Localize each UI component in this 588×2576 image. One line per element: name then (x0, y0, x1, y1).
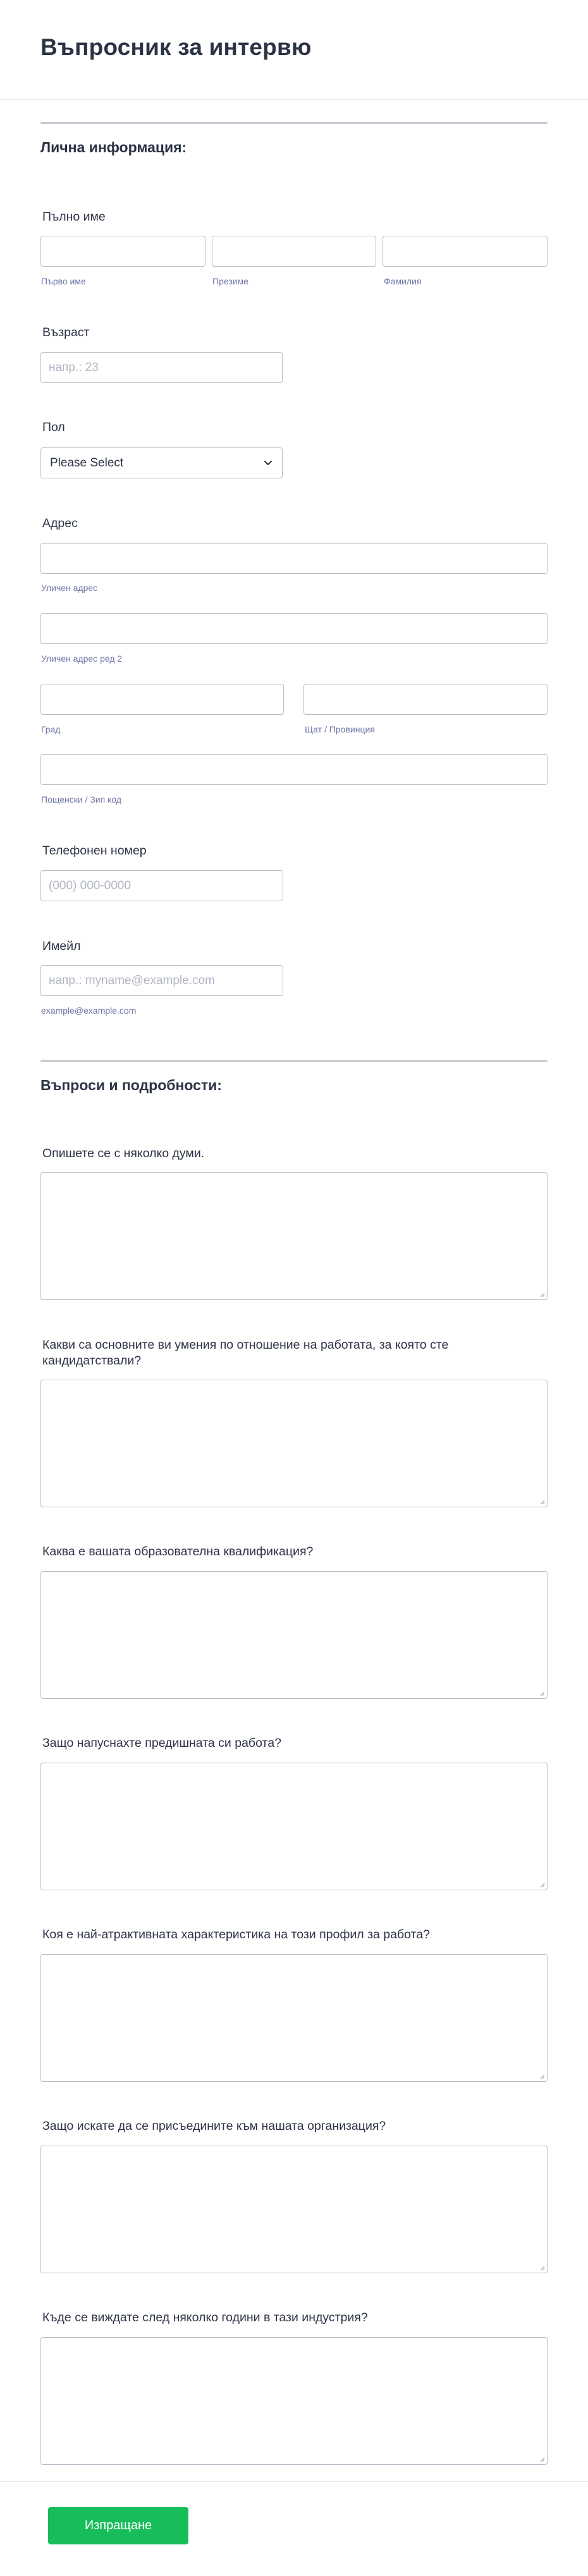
last-name-input[interactable] (383, 236, 548, 267)
zip-code-input[interactable] (40, 754, 548, 785)
middle-name-input[interactable] (212, 236, 376, 267)
form-header (0, 0, 588, 100)
answer-textarea[interactable] (40, 1954, 548, 2082)
resize-grip-icon[interactable] (539, 1690, 545, 1696)
resize-grip-icon[interactable] (539, 1291, 545, 1297)
question-label: Къде се виждате след няколко години в тази индустрия? (42, 2311, 368, 2324)
question-label: Защо напуснахте предишната си работа? (42, 1736, 281, 1750)
question-label: Каква е вашата образователна квалификация? (42, 1545, 314, 1558)
middle-name-sublabel: Презиме (212, 276, 248, 286)
street-address-input[interactable] (40, 543, 548, 574)
age-input[interactable] (40, 352, 283, 383)
age-label: Възраст (42, 325, 90, 339)
answer-textarea[interactable] (40, 1172, 548, 1300)
street-address-line2-sublabel: Уличен адрес ред 2 (41, 653, 123, 664)
address-label: Адрес (42, 516, 78, 530)
form-footer (0, 2481, 588, 2576)
answer-textarea[interactable] (40, 1763, 548, 1890)
state-input[interactable] (303, 684, 548, 715)
first-name-sublabel: Първо име (41, 276, 86, 286)
zip-code-sublabel: Пощенски / Зип код (41, 794, 122, 805)
question-label: Опишете се с няколко думи. (42, 1146, 205, 1160)
street-address-line2-input[interactable] (40, 613, 548, 644)
question-label: Какви са основните ви умения по отношение на работата, за която сте кандидатствали? (42, 1338, 449, 1368)
gender-label: Пол (42, 420, 65, 434)
question-label: Коя е най-атрактивната характеристика на този профил за работа? (42, 1928, 430, 1941)
chevron-down-icon (263, 458, 273, 468)
answer-textarea[interactable] (40, 2146, 548, 2273)
resize-grip-icon[interactable] (539, 1498, 545, 1505)
section-title-personal: Лична информация: (40, 139, 187, 155)
form-title: Въпросник за интервю (40, 34, 312, 60)
resize-grip-icon[interactable] (539, 2264, 545, 2271)
phone-input[interactable] (40, 870, 283, 901)
question-label: Защо искате да се присъедините към нашата организация? (42, 2119, 386, 2133)
city-sublabel: Град (41, 724, 61, 734)
answer-textarea[interactable] (40, 1571, 548, 1699)
resize-grip-icon[interactable] (539, 2073, 545, 2079)
section-divider (40, 1060, 548, 1062)
street-address-sublabel: Уличен адрес (41, 583, 98, 593)
email-input[interactable] (40, 965, 283, 996)
email-label: Имейл (42, 939, 81, 953)
first-name-input[interactable] (40, 236, 205, 267)
gender-select[interactable] (40, 447, 283, 478)
section-divider (40, 122, 548, 124)
resize-grip-icon[interactable] (539, 2456, 545, 2462)
city-input[interactable] (40, 684, 284, 715)
answer-textarea[interactable] (40, 1380, 548, 1507)
last-name-sublabel: Фамилия (384, 276, 422, 286)
email-sublabel: example@example.com (41, 1005, 137, 1016)
resize-grip-icon[interactable] (539, 1881, 545, 1888)
section-title-questions: Въпроси и подробности: (40, 1077, 222, 1093)
phone-label: Телефонен номер (42, 844, 147, 858)
full-name-label: Пълно име (42, 210, 106, 224)
gender-select-value: Please Select (50, 456, 124, 470)
answer-textarea[interactable] (40, 2337, 548, 2465)
submit-button[interactable]: Изпращане (48, 2507, 188, 2544)
state-sublabel: Щат / Провинция (305, 724, 375, 734)
